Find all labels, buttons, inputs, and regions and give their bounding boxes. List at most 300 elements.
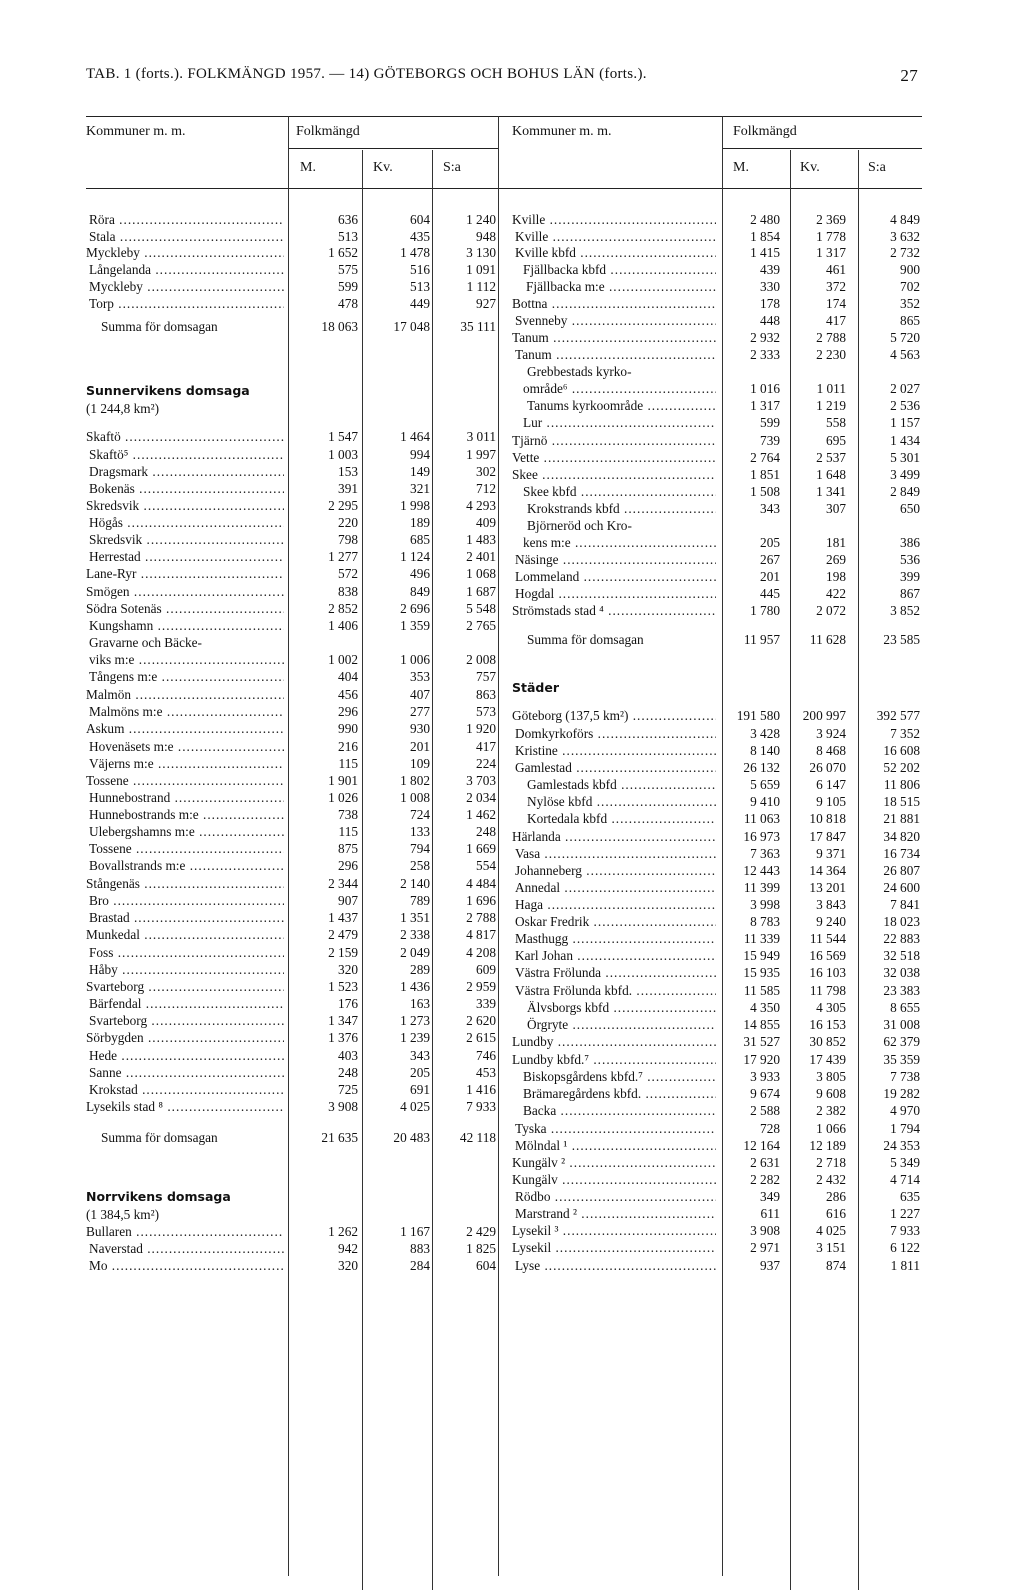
left-table-row <box>86 704 498 720</box>
left-cell-m: 2 852 <box>328 601 358 616</box>
left-row-name: Bokenäs ..... <box>89 481 284 497</box>
right-cell-m: 267 <box>760 552 780 567</box>
left-cell-sa: 4 817 <box>466 927 496 942</box>
right-cell-sa: 21 881 <box>883 811 920 826</box>
right-table-row <box>512 1069 922 1085</box>
right-row-name: Skee kbfd ..... <box>523 484 716 500</box>
right-cell-sa: 18 515 <box>883 794 920 809</box>
right-cell-m: 2 282 <box>750 1172 780 1187</box>
left-cell-m: 478 <box>338 296 358 311</box>
right-cell-m: 8 140 <box>750 743 780 758</box>
left-row-name: Långelanda ..... <box>89 262 284 278</box>
right-cell-kv: 1 341 <box>816 484 846 499</box>
right-cell-kv: 695 <box>826 433 846 448</box>
right-cell-sa: 3 852 <box>890 603 920 618</box>
left-cell-m: 1 547 <box>328 429 358 444</box>
left-table-row <box>86 229 498 245</box>
left-cell-m: 1 347 <box>328 1013 358 1028</box>
left-cell-kv: 189 <box>410 515 430 530</box>
left-cell-sa: 1 687 <box>466 584 496 599</box>
right-table-row <box>512 1155 922 1171</box>
left-cell-m: 990 <box>338 721 358 736</box>
right-cell-sa: 3 499 <box>890 467 920 482</box>
left-table-row <box>86 1048 498 1064</box>
left-table-row <box>86 773 498 789</box>
left-cell-sa: 3 130 <box>466 245 496 260</box>
table-title: TAB. 1 (forts.). FOLKMÄNGD 1957. — 14) GÖTEBORGS OCH BOHUS LÄN (forts.). <box>86 66 647 82</box>
right-row-name: Kungälv ..... <box>512 1172 716 1188</box>
right-table-row <box>512 680 922 696</box>
right-cell-kv: 30 852 <box>809 1034 846 1049</box>
right-cell-sa: 2 732 <box>890 245 920 260</box>
left-table-row <box>86 635 498 651</box>
right-cell-m: 3 428 <box>750 726 780 741</box>
right-cell-kv: 2 072 <box>816 603 846 618</box>
left-table-row <box>86 618 498 634</box>
left-table-row <box>86 245 498 261</box>
left-cell-m: 115 <box>338 824 358 839</box>
right-table-row <box>512 1000 922 1016</box>
right-cell-sa: 1 811 <box>890 1258 920 1273</box>
right-cell-m: 445 <box>760 586 780 601</box>
left-cell-sa: 712 <box>476 481 496 496</box>
right-cell-sa: 23 383 <box>883 983 920 998</box>
left-cell-kv: 2 696 <box>400 601 430 616</box>
right-cell-sa: 7 933 <box>890 1223 920 1238</box>
right-cell-sa: 702 <box>900 279 920 294</box>
right-row-name: Skee ..... <box>512 467 716 483</box>
right-cell-sa: 18 023 <box>883 914 920 929</box>
left-table-row <box>86 212 498 228</box>
left-table-row <box>86 1258 498 1274</box>
right-cell-m: 11 063 <box>743 811 780 826</box>
right-cell-m: 16 973 <box>743 829 780 844</box>
right-cell-kv: 1 219 <box>816 398 846 413</box>
right-cell-kv: 2 537 <box>816 450 846 465</box>
left-cell-sa: 5 548 <box>466 601 496 616</box>
right-cell-kv: 10 818 <box>809 811 846 826</box>
left-cell-sa: 2 008 <box>466 652 496 667</box>
left-row-name: (1 244,8 km²) <box>86 401 160 416</box>
left-cell-kv: 4 025 <box>400 1099 430 1114</box>
right-cell-m: 1 851 <box>750 467 780 482</box>
left-cell-kv: 1 478 <box>400 245 430 260</box>
right-table-row <box>512 415 922 431</box>
right-cell-sa: 1 227 <box>890 1206 920 1221</box>
left-table-row <box>86 858 498 874</box>
left-cell-m: 153 <box>338 464 358 479</box>
right-m-header: M. <box>733 160 749 175</box>
left-table-row <box>86 652 498 668</box>
right-cell-sa: 35 359 <box>883 1052 920 1067</box>
right-cell-kv: 16 103 <box>809 965 846 980</box>
left-row-name: Herrestad ..... <box>89 549 284 565</box>
right-cell-m: 1 854 <box>750 229 780 244</box>
left-row-name: Stala ..... <box>89 229 284 245</box>
right-kommuner-header: Kommuner m. m. <box>512 124 612 139</box>
left-row-name: Bro ..... <box>89 893 284 909</box>
right-cell-m: 5 659 <box>750 777 780 792</box>
right-row-name: Lur ..... <box>523 415 716 431</box>
left-row-name: Hunnebostrand ..... <box>89 790 284 806</box>
left-cell-m: 320 <box>338 1258 358 1273</box>
left-table-row <box>86 584 498 600</box>
left-row-name: Summa för domsagan <box>101 1130 218 1145</box>
right-row-name: Fjällbacka m:e ..... <box>526 279 716 295</box>
right-table-row <box>512 863 922 879</box>
right-cell-m: 599 <box>760 415 780 430</box>
right-table-row <box>512 708 922 724</box>
right-cell-m: 11 339 <box>743 931 780 946</box>
right-table-row <box>512 1017 922 1033</box>
left-table-row <box>86 910 498 926</box>
left-row-name: Munkedal ..... <box>86 927 284 943</box>
right-cell-sa: 16 608 <box>883 743 920 758</box>
right-cell-kv: 286 <box>826 1189 846 1204</box>
right-cell-kv: 200 997 <box>802 708 846 723</box>
left-row-name: Svarteborg ..... <box>89 1013 284 1029</box>
right-row-name: Kortedala kbfd ..... <box>527 811 716 827</box>
left-cell-kv: 449 <box>410 296 430 311</box>
right-row-name: Johanneberg ..... <box>515 863 716 879</box>
left-table-row <box>86 481 498 497</box>
right-row-name: Fjällbacka kbfd ..... <box>523 262 716 278</box>
right-row-name: Kville kbfd ..... <box>515 245 716 261</box>
left-table-row <box>86 498 498 514</box>
right-cell-kv: 8 468 <box>816 743 846 758</box>
right-row-name: Lundby ..... <box>512 1034 716 1050</box>
right-row-name: Bottna ..... <box>512 296 716 312</box>
left-cell-sa: 1 416 <box>466 1082 496 1097</box>
right-cell-kv: 372 <box>826 279 846 294</box>
right-row-name: Mölndal ¹ ..... <box>515 1138 716 1154</box>
right-row-name: Marstrand ² ..... <box>515 1206 716 1222</box>
left-row-name: Smögen ..... <box>86 584 284 600</box>
right-row-name: Tanum ..... <box>515 347 716 363</box>
left-cell-m: 404 <box>338 669 358 684</box>
left-cell-m: 1 026 <box>328 790 358 805</box>
left-table-row <box>86 1207 498 1223</box>
left-row-name: Håby ..... <box>89 962 284 978</box>
right-table-row <box>512 586 922 602</box>
right-cell-kv: 181 <box>826 535 846 550</box>
left-m-header: M. <box>300 160 316 175</box>
left-cell-m: 2 295 <box>328 498 358 513</box>
right-table-row <box>512 760 922 776</box>
right-cell-sa: 16 734 <box>883 846 920 861</box>
right-cell-sa: 5 301 <box>890 450 920 465</box>
right-cell-sa: 2 536 <box>890 398 920 413</box>
left-cell-m: 599 <box>338 279 358 294</box>
right-row-name: Haga ..... <box>515 897 716 913</box>
right-cell-kv: 3 805 <box>816 1069 846 1084</box>
right-cell-m: 15 949 <box>743 948 780 963</box>
right-row-name: Lysekil ..... <box>512 1240 716 1256</box>
left-cell-m: 1 003 <box>328 447 358 462</box>
right-table-row <box>512 948 922 964</box>
left-cell-m: 738 <box>338 807 358 822</box>
left-cell-kv: 149 <box>410 464 430 479</box>
left-cell-kv: 2 049 <box>400 945 430 960</box>
left-cell-sa: 948 <box>476 229 496 244</box>
left-table-row <box>86 1065 498 1081</box>
right-table-row <box>512 262 922 278</box>
right-cell-sa: 4 563 <box>890 347 920 362</box>
right-cell-kv: 13 201 <box>809 880 846 895</box>
right-table-row <box>512 450 922 466</box>
right-table-row <box>512 983 922 999</box>
right-cell-sa: 31 008 <box>883 1017 920 1032</box>
right-subheader-rule <box>722 148 922 149</box>
left-cell-sa: 1 920 <box>466 721 496 736</box>
left-cell-m: 1 277 <box>328 549 358 564</box>
right-table-row <box>512 501 922 517</box>
left-cell-m: 1 523 <box>328 979 358 994</box>
right-table-row <box>512 1138 922 1154</box>
right-cell-m: 9 410 <box>750 794 780 809</box>
right-row-name: Rödbo ..... <box>515 1189 716 1205</box>
left-cell-kv: 277 <box>410 704 430 719</box>
left-cell-sa: 1 483 <box>466 532 496 547</box>
left-row-name: Skredsvik ..... <box>89 532 284 548</box>
left-cell-m: 296 <box>338 858 358 873</box>
right-row-name: Kristine ..... <box>515 743 716 759</box>
left-cell-kv: 321 <box>410 481 430 496</box>
left-cell-sa: 7 933 <box>466 1099 496 1114</box>
right-cell-sa: 19 282 <box>883 1086 920 1101</box>
right-cell-sa: 24 600 <box>883 880 920 895</box>
left-cell-sa: 224 <box>476 756 496 771</box>
left-row-name: Summa för domsagan <box>101 319 218 334</box>
right-cell-sa: 8 655 <box>890 1000 920 1015</box>
right-table-row <box>512 1258 922 1274</box>
right-row-name: Summa för domsagan <box>527 632 644 647</box>
left-table-row <box>86 824 498 840</box>
left-cell-m: 1 437 <box>328 910 358 925</box>
left-cell-sa: 302 <box>476 464 496 479</box>
right-cell-kv: 3 924 <box>816 726 846 741</box>
right-table-row <box>512 1121 922 1137</box>
left-cell-sa: 3 011 <box>466 429 496 444</box>
right-row-name: Gamlestad ..... <box>515 760 716 776</box>
left-cell-sa: 2 615 <box>466 1030 496 1045</box>
right-row-name: Älvsborgs kbfd ..... <box>527 1000 716 1016</box>
right-row-name: Krokstrands kbfd ..... <box>527 501 716 517</box>
left-cell-m: 798 <box>338 532 358 547</box>
left-cell-kv: 994 <box>410 447 430 462</box>
right-cell-kv: 14 364 <box>809 863 846 878</box>
left-row-name: Skredsvik ..... <box>86 498 284 514</box>
left-cell-sa: 1 462 <box>466 807 496 822</box>
left-cell-m: 1 406 <box>328 618 358 633</box>
right-cell-kv: 417 <box>826 313 846 328</box>
left-cell-sa: 863 <box>476 687 496 702</box>
left-cell-sa: 2 959 <box>466 979 496 994</box>
left-cell-sa: 1 696 <box>466 893 496 908</box>
left-table-row <box>86 447 498 463</box>
right-sa-header: S:a <box>868 160 886 175</box>
page-number: 27 <box>900 66 918 85</box>
right-cell-sa: 23 585 <box>883 632 920 647</box>
right-cell-m: 11 585 <box>743 983 780 998</box>
right-table-row <box>512 743 922 759</box>
left-row-name: viks m:e ..... <box>89 652 284 668</box>
right-cell-sa: 392 577 <box>876 708 920 723</box>
left-cell-kv: 133 <box>410 824 430 839</box>
left-row-name: Malmöns m:e ..... <box>89 704 284 720</box>
left-table-row <box>86 1224 498 1240</box>
left-table-row <box>86 319 498 335</box>
right-cell-sa: 1 434 <box>890 433 920 448</box>
left-cell-m: 575 <box>338 262 358 277</box>
right-cell-m: 201 <box>760 569 780 584</box>
left-row-name: Sörbygden ..... <box>86 1030 284 1046</box>
left-cell-sa: 4 484 <box>466 876 496 891</box>
left-row-name: Lane-Ryr ..... <box>86 566 284 582</box>
right-table-row <box>512 518 922 534</box>
left-folkmangd-header: Folkmängd <box>296 124 360 139</box>
right-row-name: Tanums kyrkoområde ..... <box>527 398 716 414</box>
left-cell-sa: 35 111 <box>460 319 496 334</box>
right-cell-sa: 11 806 <box>883 777 920 792</box>
right-cell-kv: 4 025 <box>816 1223 846 1238</box>
right-row-name: Gamlestads kbfd ..... <box>527 777 716 793</box>
right-cell-m: 26 132 <box>743 760 780 775</box>
right-cell-sa: 2 849 <box>890 484 920 499</box>
left-row-name: Södra Sotenäs ..... <box>86 601 284 617</box>
right-row-name: Biskopsgårdens kbfd.⁷ ..... <box>523 1069 716 1085</box>
right-cell-m: 11 399 <box>743 880 780 895</box>
right-row-name: Grebbestads kyrko- <box>527 364 632 379</box>
right-cell-sa: 6 122 <box>890 1240 920 1255</box>
right-cell-kv: 2 788 <box>816 330 846 345</box>
right-cell-m: 2 971 <box>750 1240 780 1255</box>
right-table-row <box>512 897 922 913</box>
left-cell-kv: 1 464 <box>400 429 430 444</box>
right-cell-sa: 900 <box>900 262 920 277</box>
right-cell-kv: 12 189 <box>809 1138 846 1153</box>
right-row-name: Städer <box>512 680 560 695</box>
right-table-row <box>512 726 922 742</box>
left-cell-m: 513 <box>338 229 358 244</box>
right-row-name: Brämaregårdens kbfd. ..... <box>523 1086 716 1102</box>
right-cell-m: 1 415 <box>750 245 780 260</box>
right-row-name: Svenneby ..... <box>515 313 716 329</box>
right-cell-kv: 2 432 <box>816 1172 846 1187</box>
right-cell-m: 191 580 <box>736 708 780 723</box>
left-table-row <box>86 601 498 617</box>
left-cell-sa: 2 765 <box>466 618 496 633</box>
left-table-row <box>86 756 498 772</box>
left-table-row <box>86 1130 498 1146</box>
right-cell-sa: 1 157 <box>890 415 920 430</box>
right-table-row <box>512 914 922 930</box>
left-table-row <box>86 1082 498 1098</box>
right-table-row <box>512 398 922 414</box>
right-cell-kv: 874 <box>826 1258 846 1273</box>
left-cell-kv: 789 <box>410 893 430 908</box>
right-table-row <box>512 811 922 827</box>
left-table-row <box>86 401 498 417</box>
right-row-name: Västra Frölunda kbfd. ..... <box>515 983 716 999</box>
left-cell-sa: 1 825 <box>466 1241 496 1256</box>
right-cell-kv: 17 439 <box>809 1052 846 1067</box>
right-table-row <box>512 296 922 312</box>
left-table-row <box>86 721 498 737</box>
right-table-row <box>512 1223 922 1239</box>
left-cell-kv: 724 <box>410 807 430 822</box>
left-cell-kv: 17 048 <box>393 319 430 334</box>
right-cell-m: 2 764 <box>750 450 780 465</box>
left-cell-sa: 409 <box>476 515 496 530</box>
left-cell-sa: 1 669 <box>466 841 496 856</box>
left-table-row <box>86 1099 498 1115</box>
right-row-name: Oskar Fredrik ..... <box>515 914 716 930</box>
right-table-row <box>512 467 922 483</box>
left-cell-sa: 2 620 <box>466 1013 496 1028</box>
left-cell-kv: 1 167 <box>400 1224 430 1239</box>
left-table-row <box>86 807 498 823</box>
right-row-name: Backa ..... <box>523 1103 716 1119</box>
right-cell-m: 15 935 <box>743 965 780 980</box>
left-cell-sa: 1 997 <box>466 447 496 462</box>
right-table-row <box>512 829 922 845</box>
right-table-row <box>512 777 922 793</box>
left-row-name: Svarteborg ..... <box>86 979 284 995</box>
left-table-row <box>86 876 498 892</box>
right-row-name: Näsinge ..... <box>515 552 716 568</box>
left-row-name: Skaftö⁵ ..... <box>89 447 284 463</box>
right-table-row <box>512 347 922 363</box>
left-cell-sa: 453 <box>476 1065 496 1080</box>
left-cell-kv: 1 008 <box>400 790 430 805</box>
left-cell-sa: 248 <box>476 824 496 839</box>
right-row-name: Kungälv ² ..... <box>512 1155 716 1171</box>
left-row-name: Torp ..... <box>89 296 284 312</box>
right-cell-kv: 2 369 <box>816 212 846 227</box>
left-table-row <box>86 739 498 755</box>
left-cell-m: 875 <box>338 841 358 856</box>
left-cell-kv: 2 140 <box>400 876 430 891</box>
right-cell-kv: 17 847 <box>809 829 846 844</box>
right-row-name: Örgryte ..... <box>527 1017 716 1033</box>
left-row-name: Gravarne och Bäcke- <box>89 635 202 650</box>
left-cell-m: 942 <box>338 1241 358 1256</box>
right-cell-sa: 4 849 <box>890 212 920 227</box>
left-cell-sa: 417 <box>476 739 496 754</box>
right-table-row <box>512 552 922 568</box>
left-cell-kv: 435 <box>410 229 430 244</box>
right-cell-kv: 9 105 <box>816 794 846 809</box>
right-cell-kv: 9 608 <box>816 1086 846 1101</box>
right-cell-sa: 352 <box>900 296 920 311</box>
right-row-name: Kville ..... <box>512 212 716 228</box>
right-cell-sa: 52 202 <box>883 760 920 775</box>
right-row-name: Domkyrkoförs ..... <box>515 726 716 742</box>
right-cell-m: 9 674 <box>750 1086 780 1101</box>
left-cell-sa: 42 118 <box>459 1130 496 1145</box>
right-table-row <box>512 965 922 981</box>
right-table-row <box>512 846 922 862</box>
right-cell-sa: 34 820 <box>883 829 920 844</box>
left-cell-kv: 284 <box>410 1258 430 1273</box>
left-cell-kv: 289 <box>410 962 430 977</box>
right-cell-sa: 635 <box>900 1189 920 1204</box>
right-cell-m: 178 <box>760 296 780 311</box>
left-cell-sa: 3 703 <box>466 773 496 788</box>
right-cell-kv: 2 718 <box>816 1155 846 1170</box>
right-cell-kv: 422 <box>826 586 846 601</box>
